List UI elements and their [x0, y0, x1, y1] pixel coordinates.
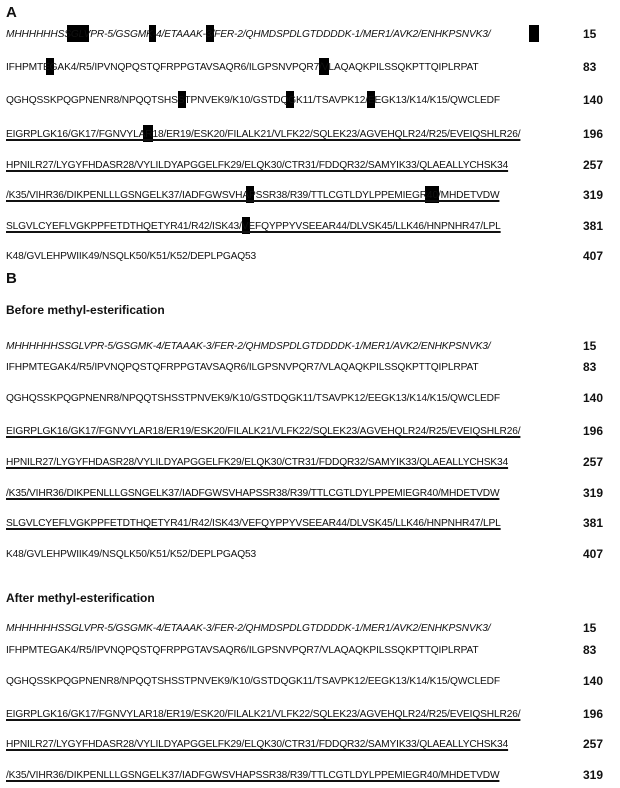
sequence-line-1: MHHHHHHSSGLVPR-5/GSGMK-4/ETAAAK-3/FER-2/QHMDSPDLGTDDDDK-1/MER1/AVK2/ENHKPSNVK3/: [6, 623, 491, 634]
heading-before: Before methyl-esterification: [6, 303, 165, 317]
sequence-line-6: /K35/VIHR36/DIKPENLLLGSNGELK37/IADFGWSVHAPSSR38/R39/TTLCGTLDYLPPEMIEGR40/MHDETVDW: [6, 190, 500, 201]
residue-number: 319: [583, 188, 604, 202]
sequence-line-8: K48/GVLEHPWIIK49/NSQLK50/K51/K52/DEPLPGAQ53: [6, 549, 257, 560]
sequence-line-3: QGHQSSKPQGPNENR8/NPQQTSHSSTPNVEK9/K10/GSTDQGK11/TSAVPK12/EEGK13/K14/K15/QWCLEDF: [6, 676, 500, 687]
residue-number: 15: [583, 621, 597, 635]
residue-number: 381: [583, 516, 604, 530]
residue-number: 319: [583, 486, 604, 500]
sequence-line-5: HPNILR27/LYGYFHDASR28/VYLILDYAPGGELFK29/ELQK30/CTR31/FDDQR32/SAMYIK33/QLAEALLYCHSK34: [6, 739, 509, 750]
residue-number: 83: [583, 360, 597, 374]
residue-number: 83: [583, 60, 597, 74]
residue-number: 257: [583, 455, 604, 469]
residue-number: 140: [583, 674, 604, 688]
residue-number: 196: [583, 127, 604, 141]
residue-number: 140: [583, 93, 604, 107]
sequence-line-3: QGHQSSKPQGPNENR8/NPQQTSHSSTPNVEK9/K10/GSTDQGK11/TSAVPK12/EEGK13/K14/K15/QWCLEDF: [6, 95, 500, 106]
sequence-line-3: QGHQSSKPQGPNENR8/NPQQTSHSSTPNVEK9/K10/GSTDQGK11/TSAVPK12/EEGK13/K14/K15/QWCLEDF: [6, 393, 500, 404]
residue-number: 196: [583, 424, 604, 438]
residue-number: 381: [583, 219, 604, 233]
residue-number: 15: [583, 27, 597, 41]
residue-number: 15: [583, 339, 597, 353]
panel-label-a: A: [6, 4, 17, 21]
sequence-line-4: EIGRPLGK16/GK17/FGNVYLAR18/ER19/ESK20/FILALK21/VLFK22/SQLEK23/AGVEHQLR24/R25/EVEIQSHLR26/: [6, 709, 521, 720]
sequence-line-1: MHHHHHHSSGLVPR-5/GSGMK-4/ETAAAK-3/FER-2/QHMDSPDLGTDDDDK-1/MER1/AVK2/ENHKPSNVK3/: [6, 29, 491, 40]
sequence-line-7: SLGVLCYEFLVGKPPFETDTHQETYR41/R42/ISK43/VEFQYPPYVSEEAR44/DLVSK45/LLK46/HNPNHR47/LPL: [6, 518, 501, 529]
sequence-line-8: K48/GVLEHPWIIK49/NSQLK50/K51/K52/DEPLPGAQ53: [6, 251, 257, 262]
residue-number: 140: [583, 391, 604, 405]
heading-after: After methyl-esterification: [6, 591, 155, 605]
residue-number: 257: [583, 737, 604, 751]
sequence-line-2: IFHPMTEGAK4/R5/IPVNQPQSTQFRPPGTAVSAQR6/ILGPSNVPQR7/VLAQAQKPILSSQKPTTQIPLRPAT: [6, 645, 479, 656]
residue-number: 407: [583, 249, 604, 263]
residue-number: 196: [583, 707, 604, 721]
panel-label-b: B: [6, 270, 17, 287]
residue-number: 257: [583, 158, 604, 172]
sequence-line-4: EIGRPLGK16/GK17/FGNVYLAR18/ER19/ESK20/FILALK21/VLFK22/SQLEK23/AGVEHQLR24/R25/EVEIQSHLR26/: [6, 426, 521, 437]
residue-number: 83: [583, 643, 597, 657]
sequence-line-6: /K35/VIHR36/DIKPENLLLGSNGELK37/IADFGWSVHAPSSR38/R39/TTLCGTLDYLPPEMIEGR40/MHDETVDW: [6, 770, 500, 781]
residue-number: 407: [583, 547, 604, 561]
sequence-line-6: /K35/VIHR36/DIKPENLLLGSNGELK37/IADFGWSVHAPSSR38/R39/TTLCGTLDYLPPEMIEGR40/MHDETVDW: [6, 488, 500, 499]
sequence-line-5: HPNILR27/LYGYFHDASR28/VYLILDYAPGGELFK29/ELQK30/CTR31/FDDQR32/SAMYIK33/QLAEALLYCHSK34: [6, 160, 509, 171]
residue-number: 319: [583, 768, 604, 782]
sequence-line-4: EIGRPLGK16/GK17/FGNVYLAR18/ER19/ESK20/FILALK21/VLFK22/SQLEK23/AGVEHQLR24/R25/EVEIQSHLR26/: [6, 129, 521, 140]
sequence-line-5: HPNILR27/LYGYFHDASR28/VYLILDYAPGGELFK29/ELQK30/CTR31/FDDQR32/SAMYIK33/QLAEALLYCHSK34: [6, 457, 509, 468]
sequence-line-1: MHHHHHHSSGLVPR-5/GSGMK-4/ETAAAK-3/FER-2/QHMDSPDLGTDDDDK-1/MER1/AVK2/ENHKPSNVK3/: [6, 341, 491, 352]
sequence-line-2: IFHPMTEGAK4/R5/IPVNQPQSTQFRPPGTAVSAQR6/ILGPSNVPQR7/VLAQAQKPILSSQKPTTQIPLRPAT: [6, 62, 479, 73]
sequence-line-2: IFHPMTEGAK4/R5/IPVNQPQSTQFRPPGTAVSAQR6/ILGPSNVPQR7/VLAQAQKPILSSQKPTTQIPLRPAT: [6, 362, 479, 373]
sequence-line-7: SLGVLCYEFLVGKPPFETDTHQETYR41/R42/ISK43/VEFQYPPYVSEEAR44/DLVSK45/LLK46/HNPNHR47/LPL: [6, 221, 501, 232]
